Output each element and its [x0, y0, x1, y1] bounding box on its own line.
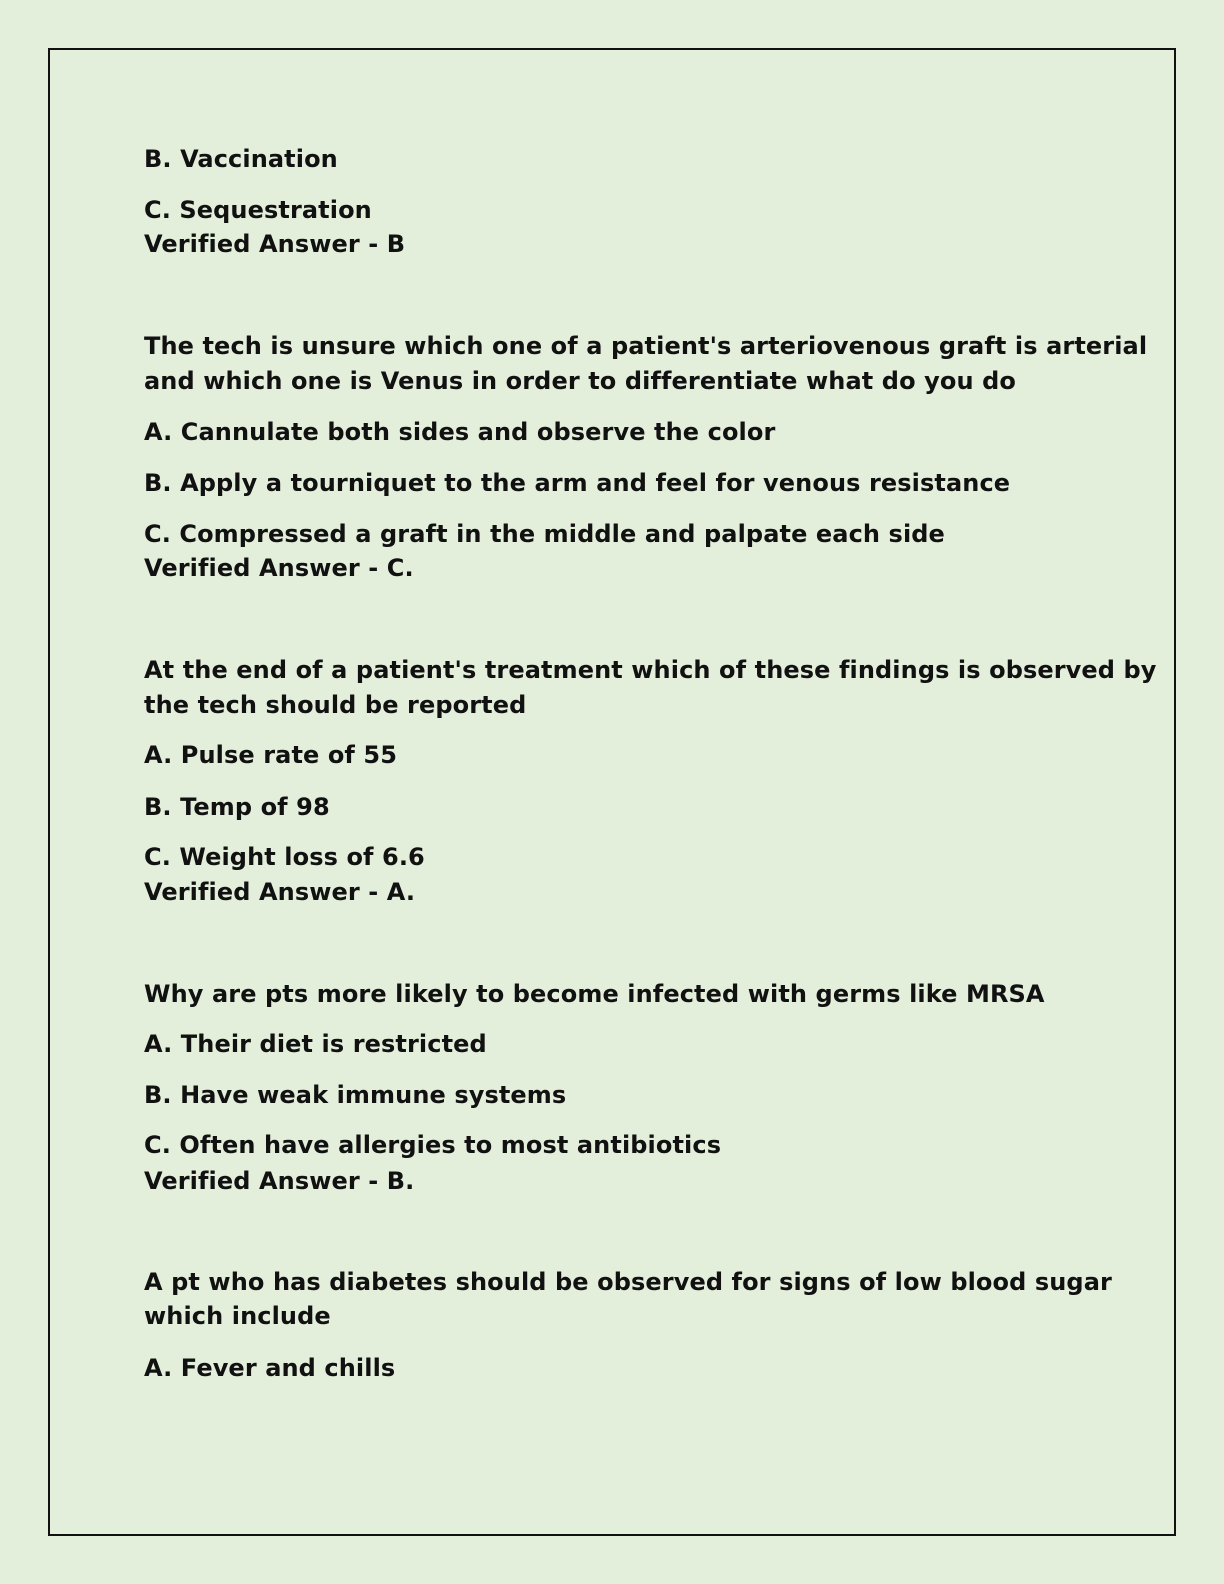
answer-option: A. Pulse rate of 55	[144, 741, 398, 769]
answer-option: B. Temp of 98	[144, 793, 330, 821]
answer-option: C. Sequestration	[144, 196, 372, 224]
answer-option: A. Fever and chills	[144, 1354, 396, 1382]
verified-answer: Verified Answer - B.	[144, 1167, 415, 1195]
answer-option: B. Vaccination	[144, 145, 338, 173]
answer-option: C. Often have allergies to most antibiotics	[144, 1131, 722, 1159]
answer-option: C. Weight loss of 6.6	[144, 843, 425, 871]
question-text: At the end of a patient's treatment which of these findings is observed by	[144, 656, 1157, 684]
question-text: A pt who has diabetes should be observed for signs of low blood sugar	[144, 1268, 1112, 1296]
verified-answer: Verified Answer - C.	[144, 554, 414, 582]
verified-answer: Verified Answer - A.	[144, 878, 416, 906]
answer-option: C. Compressed a graft in the middle and palpate each side	[144, 520, 945, 548]
answer-option: B. Have weak immune systems	[144, 1081, 567, 1109]
question-text: which include	[144, 1302, 331, 1330]
question-text: and which one is Venus in order to differentiate what do you do	[144, 367, 1016, 395]
answer-option: B. Apply a tourniquet to the arm and feel for venous resistance	[144, 469, 1011, 497]
question-text: the tech should be reported	[144, 691, 527, 719]
question-text: The tech is unsure which one of a patient's arteriovenous graft is arterial	[144, 332, 1148, 360]
answer-option: A. Their diet is restricted	[144, 1030, 487, 1058]
question-text: Why are pts more likely to become infected with germs like MRSA	[144, 980, 1045, 1008]
verified-answer: Verified Answer - B	[144, 230, 406, 258]
answer-option: A. Cannulate both sides and observe the color	[144, 418, 776, 446]
